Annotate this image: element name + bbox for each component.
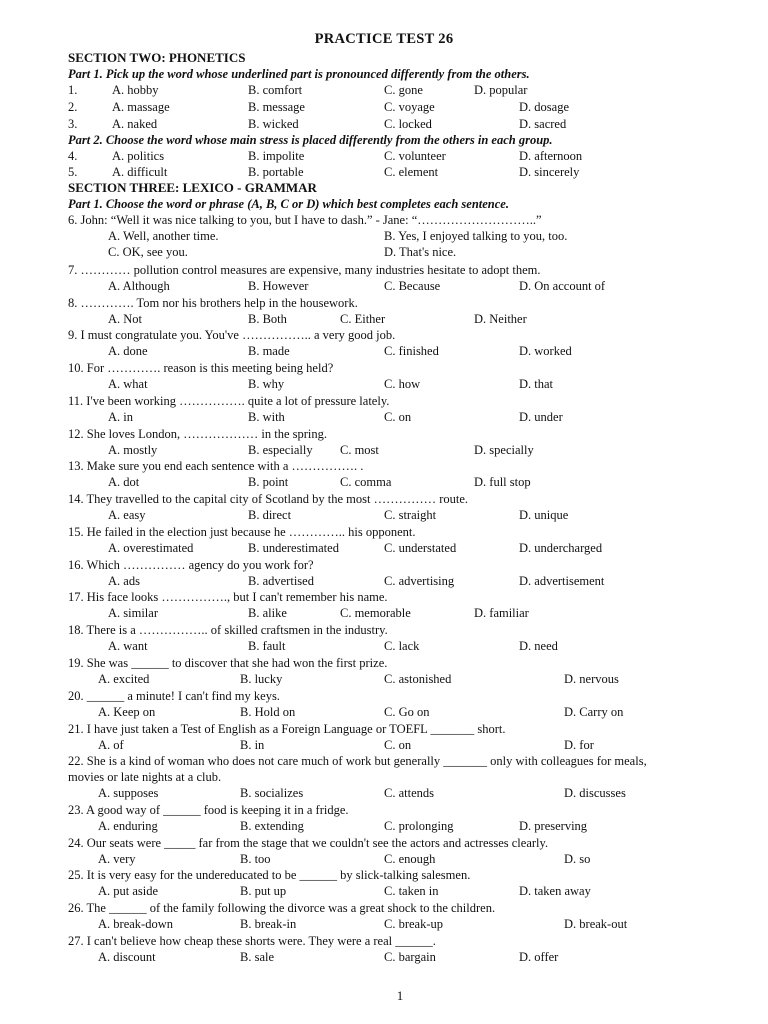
answer-option: D. discusses (564, 786, 626, 800)
answer-option: B. alike (248, 606, 287, 620)
answer-option: A. supposes (98, 786, 159, 800)
answer-option: C. understated (384, 541, 457, 555)
answer-option: C. on (384, 410, 412, 424)
answer-option: A. done (108, 344, 148, 358)
answer-option: B. direct (248, 508, 292, 522)
answer-option: C. attends (384, 786, 434, 800)
answer-option: C. comma (340, 475, 392, 489)
page-number: 1 (396, 988, 404, 1003)
answer-option: A. Well, another time. (108, 229, 219, 243)
answer-option: D. offer (519, 950, 559, 964)
answer-option: C. on (384, 738, 412, 752)
answer-option: B. with (248, 410, 285, 424)
answer-option: D. taken away (519, 884, 591, 898)
section-three-heading-text: SECTION THREE: LEXICO - GRAMMAR (68, 180, 317, 195)
answer-option: A. in (108, 410, 133, 424)
answer-option: D. advertisement (519, 574, 605, 588)
question-stem-text: 14. They travelled to the capital city of Scotland by the most …………… route. (68, 492, 469, 506)
answer-option: B. message (248, 100, 305, 114)
answer-option: A. similar (108, 606, 158, 620)
question-stem-text: 10. For …………. reason is this meeting being held? (68, 361, 334, 375)
question-stem-text: 24. Our seats were _____ far from the stage that we couldn't see the actors and actresses clearly. (68, 836, 549, 850)
answer-option: A. difficult (112, 165, 168, 179)
answer-option: C. gone (384, 83, 423, 97)
answer-option: A. very (98, 852, 136, 866)
answer-option: C. finished (384, 344, 439, 358)
answer-option: B. extending (240, 819, 304, 833)
question-number: 4. (68, 149, 78, 163)
answer-option: A. what (108, 377, 148, 391)
question-stem-text: 18. There is a …………….. of skilled craftsmen in the industry. (68, 623, 388, 637)
question-stem-text: 25. It is very easy for the undereducated to be ______ by slick-talking salesmen. (68, 868, 471, 882)
answer-option: C. straight (384, 508, 437, 522)
question-stem-text: 21. I have just taken a Test of English as a Foreign Language or TOEFL _______ short. (68, 722, 506, 736)
answer-option: D. Neither (474, 312, 527, 326)
answer-option: A. massage (112, 100, 170, 114)
question-stem-text: 27. I can't believe how cheap these shorts were. They were a real ______. (68, 934, 436, 948)
answer-option: B. portable (248, 165, 304, 179)
answer-option: A. Keep on (98, 705, 156, 719)
answer-option: A. Not (108, 312, 143, 326)
answer-option: D. undercharged (519, 541, 603, 555)
answer-option: D. full stop (474, 475, 531, 489)
answer-option: D. specially (474, 443, 534, 457)
answer-option: C. lack (384, 639, 420, 653)
part2-instruction-text: Part 2. Choose the word whose main stress is placed differently from the others in each group. (68, 133, 553, 147)
question-stem-text: 8. …………. Tom nor his brothers help in the housework. (68, 296, 358, 310)
answer-option: C. OK, see you. (108, 245, 188, 259)
answer-option: B. in (240, 738, 265, 752)
answer-option: B. comfort (248, 83, 303, 97)
question-number: 5. (68, 165, 78, 179)
answer-option: B. However (248, 279, 309, 293)
question-stem-text: 23. A good way of ______ food is keeping it in a fridge. (68, 803, 349, 817)
answer-option: C. astonished (384, 672, 452, 686)
answer-option: B. wicked (248, 117, 299, 131)
answer-option: B. underestimated (248, 541, 339, 555)
question-stem-text: 22. She is a kind of woman who does not care much of work but generally _______ only with colleagues for meals, (68, 754, 647, 768)
answer-option: A. Although (108, 279, 170, 293)
answer-option: A. put aside (98, 884, 159, 898)
answer-option: B. point (248, 475, 289, 489)
question-stem-text: 9. I must congratulate you. You've …………….. a very good job. (68, 328, 396, 342)
answer-option: D. need (519, 639, 558, 653)
answer-option: D. unique (519, 508, 569, 522)
answer-option: B. put up (240, 884, 287, 898)
answer-option: C. bargain (384, 950, 436, 964)
answer-option: C. how (384, 377, 421, 391)
answer-option: A. hobby (112, 83, 159, 97)
answer-option: D. preserving (519, 819, 588, 833)
question-stem-text: 7. ………… pollution control measures are expensive, many industries hesitate to adopt them. (68, 263, 541, 277)
answer-option: C. Go on (384, 705, 430, 719)
section-two-heading-text: SECTION TWO: PHONETICS (68, 50, 246, 65)
answer-option: D. for (564, 738, 594, 752)
answer-option: C. prolonging (384, 819, 454, 833)
question-stem-continued-text: movies or late nights at a club. (68, 770, 222, 784)
answer-option: D. worked (519, 344, 572, 358)
answer-option: D. under (519, 410, 563, 424)
answer-option: B. break-in (240, 917, 297, 931)
answer-option: A. naked (112, 117, 158, 131)
answer-option: A. enduring (98, 819, 158, 833)
question-stem-text: 11. I've been working ……………. quite a lot of pressure lately. (68, 394, 390, 408)
answer-option: C. enough (384, 852, 436, 866)
question-stem-text: 13. Make sure you end each sentence with a ……………. . (68, 459, 364, 473)
answer-option: B. advertised (248, 574, 314, 588)
answer-option: A. discount (98, 950, 156, 964)
question-stem-text: 26. The ______ of the family following the divorce was a great shock to the children. (68, 901, 496, 915)
answer-option: B. Both (248, 312, 287, 326)
question-stem-text: 15. He failed in the election just because he ………….. his opponent. (68, 525, 416, 539)
question-stem-text: 16. Which …………… agency do you work for? (68, 558, 314, 572)
answer-option: A. want (108, 639, 148, 653)
answer-option: A. dot (108, 475, 140, 489)
answer-option: C. volunteer (384, 149, 446, 163)
answer-option: B. socializes (240, 786, 304, 800)
answer-option: C. Because (384, 279, 441, 293)
answer-option: D. dosage (519, 100, 569, 114)
answer-option: D. break-out (564, 917, 628, 931)
answer-option: D. That's nice. (384, 245, 457, 259)
answer-option: C. taken in (384, 884, 439, 898)
answer-option: A. politics (112, 149, 165, 163)
answer-option: D. On account of (519, 279, 606, 293)
answer-option: B. why (248, 377, 285, 391)
question-stem-text: 12. She loves London, ……………… in the spring. (68, 427, 328, 441)
answer-option: C. voyage (384, 100, 435, 114)
answer-option: B. Yes, I enjoyed talking to you, too. (384, 229, 568, 243)
question-stem-text: 19. She was ______ to discover that she had won the first prize. (68, 656, 388, 670)
answer-option: A. of (98, 738, 124, 752)
answer-option: B. sale (240, 950, 275, 964)
answer-option: C. locked (384, 117, 432, 131)
answer-option: C. break-up (384, 917, 444, 931)
question-stem-text: 6. John: “Well it was nice talking to you, but I have to dash.” - Jane: “………………………..” (68, 213, 542, 227)
answer-option: C. memorable (340, 606, 411, 620)
question-number: 2. (68, 100, 78, 114)
answer-option: D. afternoon (519, 149, 583, 163)
answer-option: C. most (340, 443, 379, 457)
part1-instruction-text: Part 1. Pick up the word whose underlined part is pronounced differently from the others. (68, 67, 530, 81)
question-stem-text: 17. His face looks ……………., but I can't remember his name. (68, 590, 388, 604)
question-number: 1. (68, 83, 78, 97)
answer-option: B. lucky (240, 672, 283, 686)
answer-option: B. too (240, 852, 271, 866)
answer-option: A. overestimated (108, 541, 194, 555)
answer-option: B. especially (248, 443, 313, 457)
answer-option: B. fault (248, 639, 286, 653)
answer-option: D. sacred (519, 117, 567, 131)
answer-option: A. break-down (98, 917, 173, 931)
answer-option: D. popular (474, 83, 528, 97)
answer-option: C. element (384, 165, 439, 179)
answer-option: C. advertising (384, 574, 455, 588)
answer-option: B. Hold on (240, 705, 296, 719)
answer-option: B. made (248, 344, 290, 358)
answer-option: D. Carry on (564, 705, 624, 719)
answer-option: B. impolite (248, 149, 305, 163)
answer-option: D. sincerely (519, 165, 580, 179)
page-title: PRACTICE TEST 26 (314, 31, 454, 47)
question-stem-text: 20. ______ a minute! I can't find my keys. (68, 689, 280, 703)
answer-option: A. excited (98, 672, 150, 686)
answer-option: D. so (564, 852, 591, 866)
question-number: 3. (68, 117, 78, 131)
answer-option: D. nervous (564, 672, 619, 686)
answer-option: A. mostly (108, 443, 158, 457)
answer-option: A. easy (108, 508, 146, 522)
answer-option: A. ads (108, 574, 140, 588)
part3-instruction-text: Part 1. Choose the word or phrase (A, B, C or D) which best completes each sentence. (68, 197, 509, 211)
answer-option: D. that (519, 377, 554, 391)
answer-option: D. familiar (474, 606, 529, 620)
answer-option: C. Either (340, 312, 386, 326)
